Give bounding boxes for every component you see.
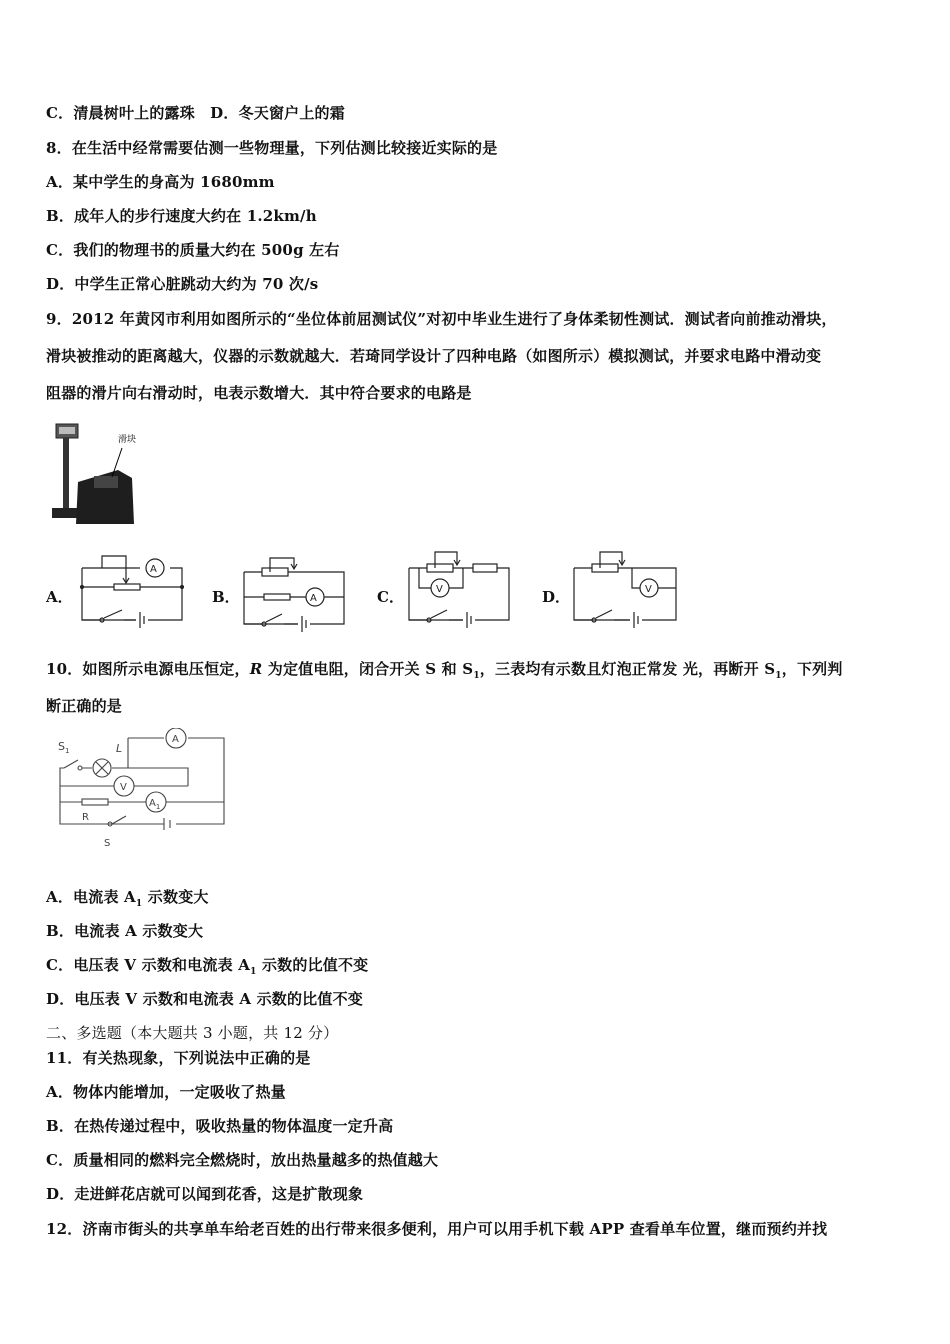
q9c-meter-label: V: [436, 584, 443, 595]
q9-stem-line3: 阻器的滑片向右滑动时，电表示数增大．其中符合要求的电路是: [46, 384, 472, 402]
svg-text:V: V: [120, 782, 127, 793]
svg-text:A1: $A_1$: [149, 798, 161, 811]
q8-option-a: A．某中学生的身高为 1680mm: [46, 173, 275, 191]
q9-stem-line2: 滑块被推动的距离越大，仪器的示数就越大．若琦同学设计了四种电路（如图所示）模拟测试，并要求电路中滑动变: [46, 347, 822, 365]
q9-circuit-c: [405, 546, 513, 630]
q11-option-c: C．质量相同的燃料完全燃烧时，放出热量越多的热值越大: [46, 1151, 439, 1169]
switch-s-label: S: [104, 838, 111, 849]
q10-stem-line2: 断正确的是: [46, 697, 123, 715]
q9-circuit-d: [570, 546, 682, 630]
q9a-meter-label: A: [150, 564, 157, 575]
q11-option-d: D．走进鲜花店就可以闻到花香，这是扩散现象: [46, 1185, 364, 1203]
svg-text:S1: $S_1$: [58, 740, 70, 755]
q8-option-c: C．我们的物理书的质量大约在 500g 左右: [46, 241, 340, 259]
q10-option-a: A．电流表 $A_1$ 示数变大: [46, 888, 209, 909]
q10-option-d: D．电压表 V 示数和电流表 A 示数的比值不变: [46, 990, 363, 1008]
q9-option-d-label: D．: [542, 588, 571, 606]
slider-label: 滑块: [118, 435, 137, 445]
lamp-label: L: [116, 742, 123, 755]
q9-option-b-label: B．: [212, 588, 240, 606]
q8-stem: 8．在生活中经常需要估测一些物理量，下列估测比较接近实际的是: [46, 139, 498, 157]
svg-text:A: A: [172, 734, 179, 745]
q10-stem-line1: 10．如图所示电源电压恒定，R 为定值电阻，闭合开关 S 和 $S_1$，三表均有示数且灯泡正常发 光，再断开 $S_1$，下列判: [46, 660, 843, 681]
q9b-meter-label: A: [310, 593, 317, 604]
q9-circuit-a: [78, 550, 186, 630]
q9-tester-photo: [48, 420, 140, 530]
section-title-multiple-choice: 二、多选题（本大题共 3 小题，共 12 分）: [46, 1024, 339, 1042]
q10-circuit-diagram: [52, 728, 232, 852]
q9-option-a-label: A．: [46, 588, 73, 606]
q11-stem: 11．有关热现象，下列说法中正确的是: [46, 1049, 311, 1067]
q9d-meter-label: V: [645, 584, 652, 595]
q8-option-b: B．成年人的步行速度大约在 1.2km/h: [46, 207, 317, 225]
q11-option-b: B．在热传递过程中，吸收热量的物体温度一定升高: [46, 1117, 394, 1135]
q11-option-a: A．物体内能增加，一定吸收了热量: [46, 1083, 286, 1101]
q12-stem-line1: 12．济南市街头的共享单车给老百姓的出行带来很多便利，用户可以用手机下载 APP 查看单车位置，继而预约并找: [46, 1220, 828, 1238]
q8-option-d: D．中学生正常心脏跳动大约为 70 次/s: [46, 275, 319, 293]
q7-options-cd: C．清晨树叶上的露珠 D．冬天窗户上的霜: [46, 104, 345, 122]
q10-option-b: B．电流表 A 示数变大: [46, 922, 204, 940]
q9-stem-line1: 9．2012 年黄冈市利用如图所示的“坐位体前屈测试仪”对初中毕业生进行了身体柔韧性测试．测试者向前推动滑块，: [46, 310, 837, 328]
q10-option-c: C．电压表 V 示数和电流表 $A_1$ 示数的比值不变: [46, 956, 369, 977]
resistor-label: R: [82, 812, 89, 823]
q9-option-c-label: C．: [377, 588, 404, 606]
q9-circuit-b: [240, 552, 348, 634]
